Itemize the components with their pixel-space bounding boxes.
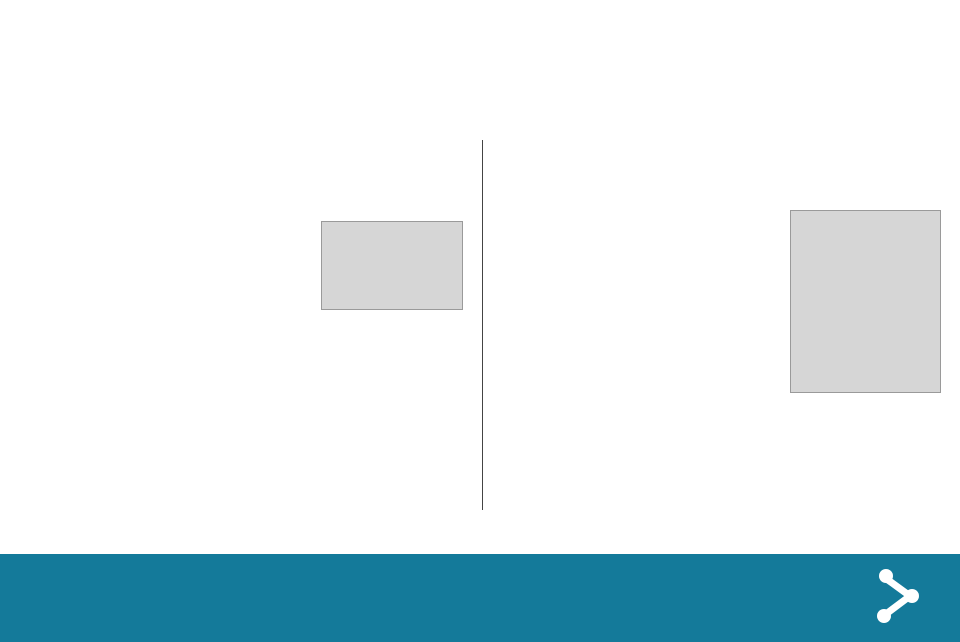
footer-bar (0, 554, 960, 642)
pie-legend (321, 221, 463, 310)
samk-logo-icon (0, 554, 960, 642)
bar-legend (790, 210, 941, 393)
